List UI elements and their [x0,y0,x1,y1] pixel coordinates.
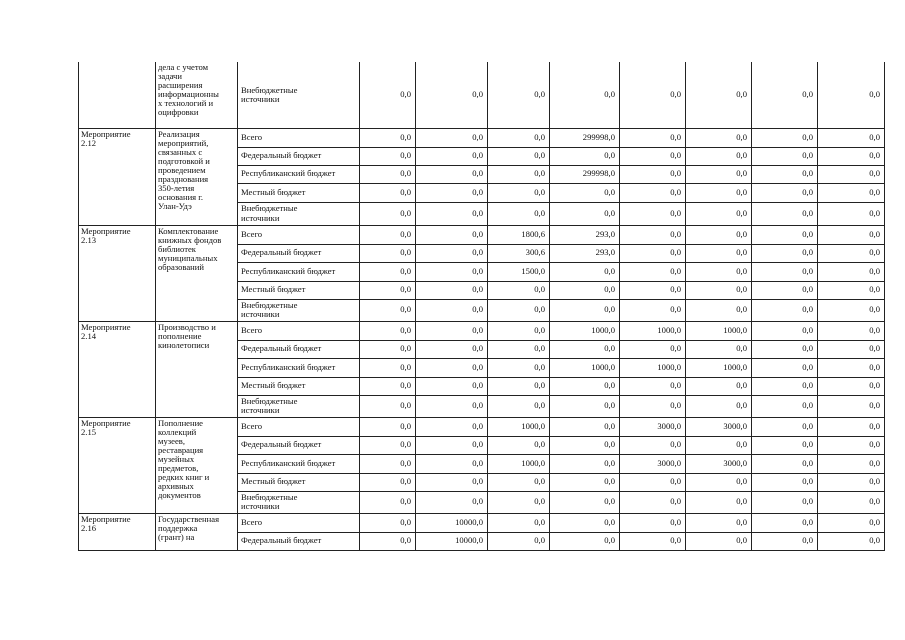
amount-cell: 0,0 [620,244,686,262]
amount-cell: 0,0 [686,244,752,262]
amount-cell: 0,0 [360,436,416,454]
amount-cell: 0,0 [488,395,550,417]
amount-cell: 0,0 [416,202,488,225]
amount-cell: 0,0 [360,395,416,417]
amount-cell: 0,0 [686,225,752,244]
amount-cell: 1000,0 [550,321,620,340]
table-row [79,225,885,244]
amount-cell: 0,0 [416,225,488,244]
amount-cell: 0,0 [550,62,620,128]
amount-cell: 0,0 [550,377,620,395]
event-code-cell: Мероприятие 2.13 [79,225,156,321]
budget-table [78,62,885,551]
funding-source-cell: Федеральный бюджет [238,147,360,165]
amount-cell: 0,0 [752,395,818,417]
amount-cell: 0,0 [752,513,818,532]
amount-cell: 0,0 [752,532,818,550]
amount-cell: 0,0 [550,183,620,202]
amount-cell: 0,0 [620,62,686,128]
funding-source-cell: Республиканский бюджет [238,262,360,281]
amount-cell: 1000,0 [620,321,686,340]
amount-cell: 1000,0 [550,358,620,377]
amount-cell: 0,0 [360,262,416,281]
amount-cell: 0,0 [620,395,686,417]
amount-cell: 1000,0 [686,321,752,340]
amount-cell: 0,0 [360,281,416,299]
amount-cell: 0,0 [818,299,885,321]
amount-cell: 10000,0 [416,532,488,550]
amount-cell: 0,0 [818,340,885,358]
amount-cell: 0,0 [752,321,818,340]
amount-cell: 0,0 [550,436,620,454]
event-name-cell: Комплектование книжных фондов библиотек муниципальных образований [156,225,238,321]
amount-cell: 0,0 [686,532,752,550]
amount-cell: 0,0 [752,436,818,454]
amount-cell: 0,0 [818,244,885,262]
funding-source-cell: Республиканский бюджет [238,454,360,473]
amount-cell: 0,0 [488,202,550,225]
amount-cell: 1000,0 [686,358,752,377]
amount-cell: 0,0 [818,491,885,513]
amount-cell: 0,0 [360,225,416,244]
amount-cell: 0,0 [360,244,416,262]
amount-cell: 0,0 [818,281,885,299]
funding-source-cell: Внебюджетные источники [238,395,360,417]
amount-cell: 0,0 [818,473,885,491]
amount-cell: 0,0 [752,147,818,165]
event-name-cell: Реализация мероприятий, связанных с подготовкой и проведением празднования 350-летия основания г. Улан-Удэ [156,128,238,225]
amount-cell: 0,0 [686,377,752,395]
amount-cell: 0,0 [416,454,488,473]
table-row [79,417,885,436]
amount-cell: 0,0 [550,454,620,473]
funding-source-cell: Всего [238,513,360,532]
amount-cell: 0,0 [360,340,416,358]
amount-cell: 0,0 [416,358,488,377]
amount-cell: 0,0 [488,340,550,358]
amount-cell: 0,0 [416,147,488,165]
event-code-cell: Мероприятие 2.12 [79,128,156,225]
amount-cell: 0,0 [550,395,620,417]
funding-source-cell: Федеральный бюджет [238,436,360,454]
amount-cell: 0,0 [488,532,550,550]
funding-source-cell: Местный бюджет [238,183,360,202]
amount-cell: 0,0 [818,532,885,550]
amount-cell: 0,0 [360,491,416,513]
amount-cell: 0,0 [360,454,416,473]
amount-cell: 0,0 [550,491,620,513]
amount-cell: 0,0 [620,147,686,165]
amount-cell: 0,0 [752,225,818,244]
amount-cell: 299998,0 [550,128,620,147]
amount-cell: 0,0 [818,395,885,417]
amount-cell: 0,0 [416,395,488,417]
amount-cell: 0,0 [416,436,488,454]
amount-cell: 0,0 [620,165,686,183]
table-row [79,513,885,532]
amount-cell: 3000,0 [686,417,752,436]
amount-cell: 0,0 [818,183,885,202]
amount-cell: 0,0 [360,513,416,532]
amount-cell: 0,0 [360,358,416,377]
event-name-cell: Пополнение коллекций музеев, реставрация музейных предметов, редких книг и архивных документов [156,417,238,513]
amount-cell: 0,0 [620,491,686,513]
funding-source-cell: Всего [238,128,360,147]
amount-cell: 0,0 [686,436,752,454]
amount-cell: 293,0 [550,244,620,262]
amount-cell: 0,0 [488,183,550,202]
amount-cell: 0,0 [416,299,488,321]
amount-cell: 0,0 [488,436,550,454]
amount-cell: 1000,0 [620,358,686,377]
amount-cell: 0,0 [752,244,818,262]
amount-cell: 0,0 [360,473,416,491]
amount-cell: 0,0 [686,183,752,202]
amount-cell: 0,0 [550,299,620,321]
amount-cell: 0,0 [620,532,686,550]
funding-source-cell: Внебюджетные источники [238,202,360,225]
amount-cell: 299998,0 [550,165,620,183]
amount-cell: 0,0 [488,62,550,128]
funding-source-cell: Местный бюджет [238,473,360,491]
amount-cell: 0,0 [686,147,752,165]
amount-cell: 0,0 [818,262,885,281]
funding-source-cell: Федеральный бюджет [238,340,360,358]
amount-cell: 0,0 [752,340,818,358]
amount-cell: 0,0 [818,165,885,183]
amount-cell: 0,0 [818,62,885,128]
amount-cell: 0,0 [620,183,686,202]
amount-cell: 0,0 [488,147,550,165]
amount-cell: 0,0 [818,128,885,147]
amount-cell: 0,0 [686,395,752,417]
amount-cell: 0,0 [620,225,686,244]
amount-cell: 0,0 [686,62,752,128]
amount-cell: 0,0 [686,299,752,321]
amount-cell: 0,0 [620,281,686,299]
funding-source-cell: Местный бюджет [238,281,360,299]
amount-cell: 0,0 [550,281,620,299]
amount-cell: 0,0 [360,299,416,321]
amount-cell: 0,0 [360,321,416,340]
table-row [79,321,885,340]
amount-cell: 0,0 [416,377,488,395]
amount-cell: 0,0 [818,377,885,395]
table-row [79,62,885,128]
amount-cell: 0,0 [686,128,752,147]
amount-cell: 0,0 [620,473,686,491]
amount-cell: 0,0 [686,281,752,299]
amount-cell: 0,0 [416,491,488,513]
amount-cell: 0,0 [752,62,818,128]
event-code-cell: Мероприятие 2.14 [79,321,156,417]
amount-cell: 0,0 [550,513,620,532]
funding-source-cell: Местный бюджет [238,377,360,395]
amount-cell: 0,0 [686,473,752,491]
amount-cell: 0,0 [488,165,550,183]
event-code-cell [79,62,156,128]
amount-cell: 0,0 [818,358,885,377]
amount-cell: 0,0 [416,281,488,299]
amount-cell: 0,0 [620,340,686,358]
funding-source-cell: Республиканский бюджет [238,165,360,183]
amount-cell: 0,0 [620,377,686,395]
amount-cell: 0,0 [818,417,885,436]
amount-cell: 0,0 [550,262,620,281]
amount-cell: 0,0 [550,147,620,165]
event-code-cell: Мероприятие 2.16 [79,513,156,550]
amount-cell: 0,0 [686,491,752,513]
amount-cell: 0,0 [488,281,550,299]
amount-cell: 0,0 [488,473,550,491]
funding-source-cell: Внебюджетные источники [238,299,360,321]
amount-cell: 0,0 [360,202,416,225]
event-name-cell: дела с учетом задачи расширения информационны х технологий и оцифровки [156,62,238,128]
amount-cell: 0,0 [818,147,885,165]
amount-cell: 0,0 [818,202,885,225]
amount-cell: 0,0 [550,202,620,225]
amount-cell: 0,0 [416,262,488,281]
amount-cell: 0,0 [752,491,818,513]
amount-cell: 0,0 [488,128,550,147]
amount-cell: 0,0 [416,62,488,128]
amount-cell: 0,0 [360,147,416,165]
amount-cell: 1500,0 [488,262,550,281]
amount-cell: 3000,0 [620,454,686,473]
event-name-cell: Производство и пополнение кинолетописи [156,321,238,417]
funding-source-cell: Всего [238,321,360,340]
amount-cell: 0,0 [752,281,818,299]
funding-source-cell: Федеральный бюджет [238,244,360,262]
amount-cell: 0,0 [416,128,488,147]
amount-cell: 0,0 [416,340,488,358]
amount-cell: 0,0 [360,377,416,395]
amount-cell: 0,0 [752,262,818,281]
amount-cell: 0,0 [488,321,550,340]
amount-cell: 0,0 [752,417,818,436]
amount-cell: 0,0 [818,436,885,454]
amount-cell: 3000,0 [620,417,686,436]
amount-cell: 0,0 [752,473,818,491]
amount-cell: 0,0 [620,202,686,225]
funding-source-cell: Всего [238,417,360,436]
amount-cell: 0,0 [550,473,620,491]
amount-cell: 0,0 [686,262,752,281]
amount-cell: 0,0 [360,128,416,147]
amount-cell: 0,0 [620,128,686,147]
amount-cell: 0,0 [620,299,686,321]
amount-cell: 0,0 [488,299,550,321]
event-code-cell: Мероприятие 2.15 [79,417,156,513]
amount-cell: 0,0 [620,513,686,532]
amount-cell: 0,0 [360,62,416,128]
amount-cell: 0,0 [620,436,686,454]
amount-cell: 3000,0 [686,454,752,473]
amount-cell: 0,0 [488,377,550,395]
amount-cell: 0,0 [686,165,752,183]
amount-cell: 0,0 [416,473,488,491]
amount-cell: 0,0 [818,454,885,473]
funding-source-cell: Всего [238,225,360,244]
funding-source-cell: Внебюджетные источники [238,491,360,513]
amount-cell: 0,0 [416,321,488,340]
amount-cell: 0,0 [818,513,885,532]
amount-cell: 0,0 [818,225,885,244]
amount-cell: 0,0 [416,244,488,262]
amount-cell: 0,0 [752,128,818,147]
amount-cell: 0,0 [360,417,416,436]
amount-cell: 0,0 [416,165,488,183]
amount-cell: 0,0 [752,183,818,202]
amount-cell: 0,0 [416,183,488,202]
amount-cell: 0,0 [752,454,818,473]
amount-cell: 0,0 [752,377,818,395]
amount-cell: 0,0 [360,165,416,183]
table-row [79,128,885,147]
amount-cell: 0,0 [488,358,550,377]
amount-cell: 0,0 [686,202,752,225]
amount-cell: 0,0 [686,340,752,358]
amount-cell: 0,0 [416,417,488,436]
funding-source-cell: Федеральный бюджет [238,532,360,550]
amount-cell: 0,0 [550,340,620,358]
amount-cell: 0,0 [818,321,885,340]
funding-source-cell: Республиканский бюджет [238,358,360,377]
amount-cell: 0,0 [752,299,818,321]
amount-cell: 0,0 [488,491,550,513]
amount-cell: 0,0 [550,417,620,436]
amount-cell: 1800,6 [488,225,550,244]
amount-cell: 0,0 [360,532,416,550]
funding-source-cell: Внебюджетные источники [238,62,360,128]
amount-cell: 10000,0 [416,513,488,532]
amount-cell: 0,0 [686,513,752,532]
amount-cell: 1000,0 [488,454,550,473]
amount-cell: 0,0 [488,513,550,532]
amount-cell: 300,6 [488,244,550,262]
amount-cell: 0,0 [752,202,818,225]
amount-cell: 293,0 [550,225,620,244]
amount-cell: 0,0 [752,165,818,183]
amount-cell: 0,0 [620,262,686,281]
amount-cell: 0,0 [550,532,620,550]
amount-cell: 0,0 [752,358,818,377]
amount-cell: 0,0 [360,183,416,202]
event-name-cell: Государственная поддержка (грант) на [156,513,238,550]
amount-cell: 1000,0 [488,417,550,436]
